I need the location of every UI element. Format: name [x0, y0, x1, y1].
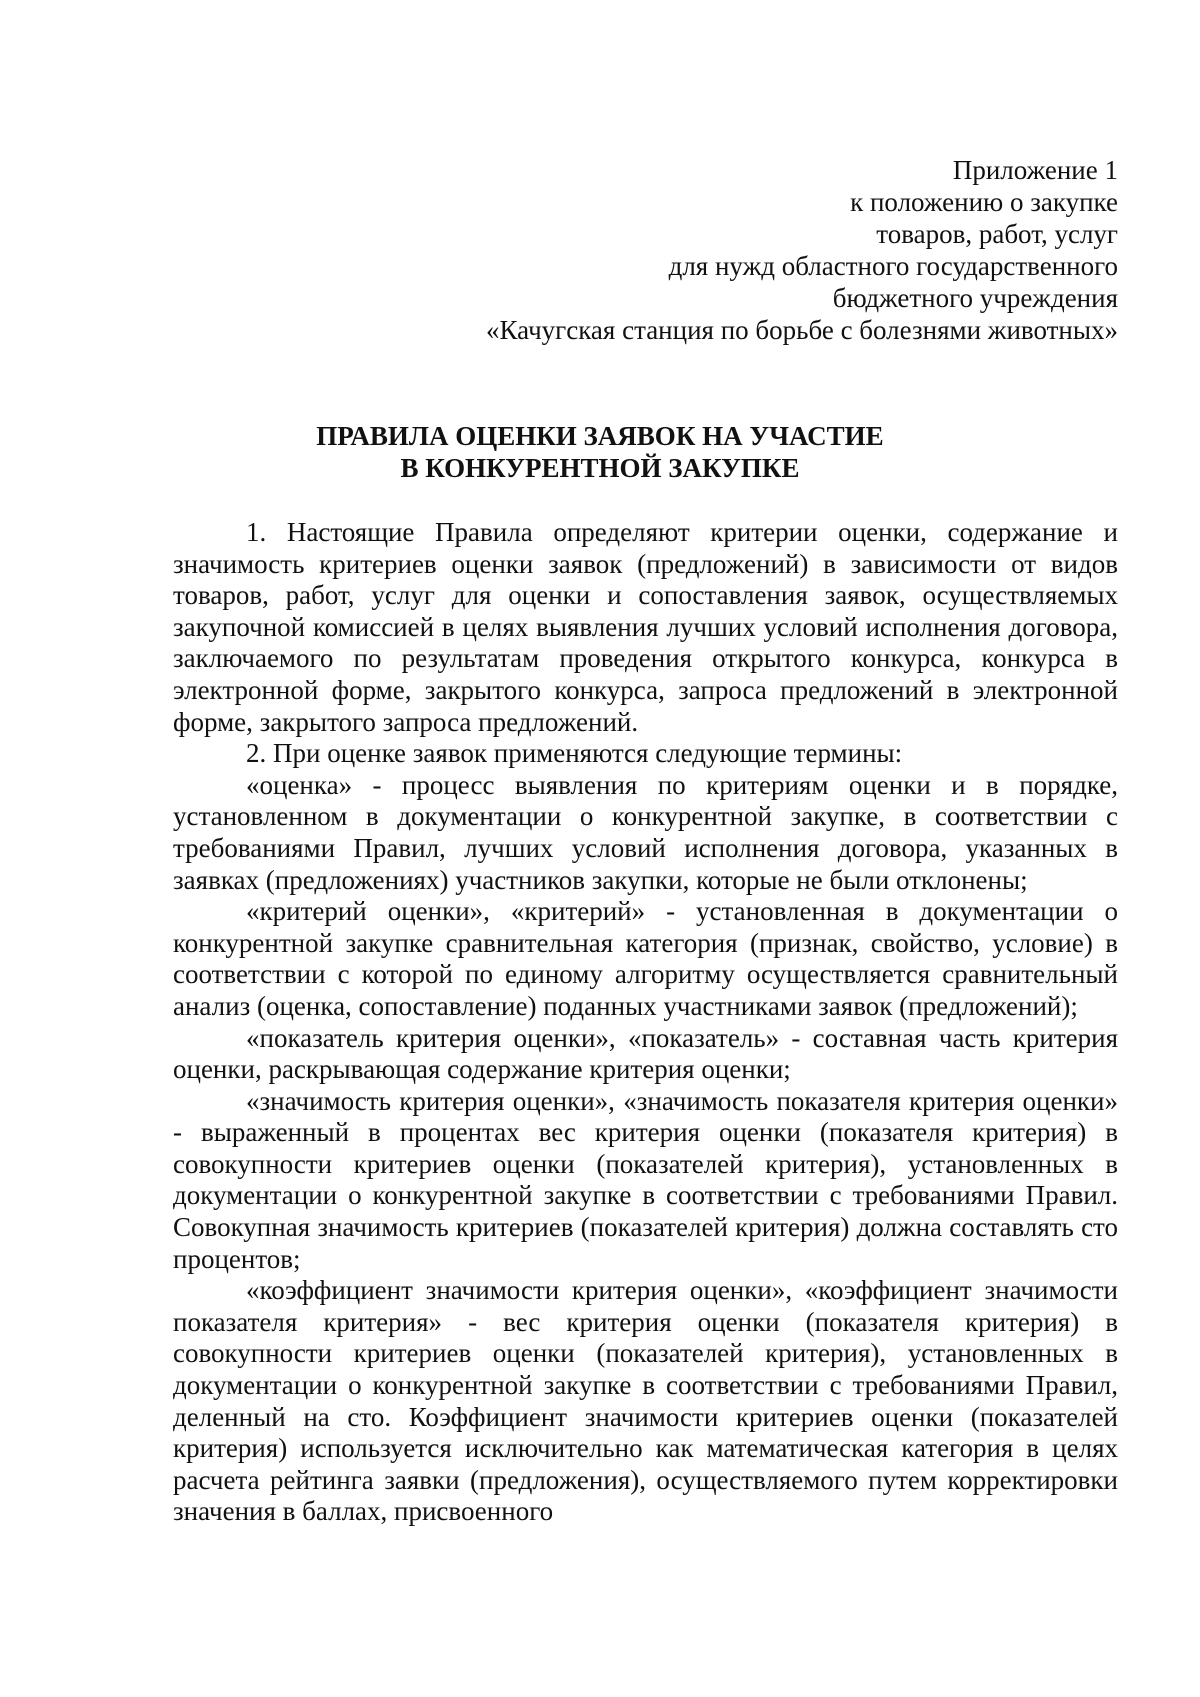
- appendix-line: товаров, работ, услуг: [876, 219, 1118, 249]
- document-title: [0, 420, 1200, 484]
- term-significance: «значимость критерия оценки», «значимость показателя критерия оценки» - выраженный в процентах вес критерия оценки (показателя критерия) в совокупности критериев оценки (показателей критерия), установленных в документации о конкурентной закупке в соответствии с требованиями Правил. Совокупная значимость критериев (показателей критерия) должна составлять сто процентов;: [173, 1085, 1118, 1274]
- term-indicator: «показатель критерия оценки», «показатель» - составная часть критерия оценки, раскрывающая содержание критерия оценки;: [173, 1022, 1118, 1085]
- appendix-line: бюджетного учреждения: [832, 283, 1118, 313]
- title-line-1: ПРАВИЛА ОЦЕНКИ ЗАЯВОК НА УЧАСТИЕ: [316, 421, 884, 451]
- title-line-2: В КОНКУРЕНТНОЙ ЗАКУПКЕ: [400, 453, 800, 483]
- term-criterion: «критерий оценки», «критерий» - установленная в документации о конкурентной закупке сравнительная категория (признак, свойство, условие) в соответствии с которой по единому алгоритму осуществляется сравнительный анализ (оценка, сопоставление) поданных участниками заявок (предложений);: [173, 896, 1118, 1021]
- appendix-line: к положению о закупке: [850, 187, 1118, 217]
- term-evaluation: «оценка» - процесс выявления по критериям оценки и в порядке, установленном в документации о конкурентной закупке, в соответствии с требованиями Правил, лучших условий исполнения договора, указанных в заявках (предложениях) участников закупки, которые не были отклонены;: [173, 769, 1118, 895]
- document-body: [173, 517, 1118, 1528]
- paragraph-1: 1. Настоящие Правила определяют критерии оценки, содержание и значимость критериев оценки заявок (предложений) в зависимости от видов товаров, работ, услуг для оценки и сопоставления заявок, осуществляемых закупочной комиссией в целях выявления лучших условий исполнения договора, заключаемого по результатам проведения открытого конкурса, конкурса в электронной форме, закрытого конкурса, запроса предложений в электронной форме, закрытого запроса предложений.: [173, 517, 1118, 737]
- appendix-line: Приложение 1: [952, 155, 1118, 185]
- appendix-line: для нужд областного государственного: [668, 251, 1118, 281]
- term-coefficient: «коэффициент значимости критерия оценки», «коэффициент значимости показателя критерия» - вес критерия оценки (показателя критерия) в совокупности критериев оценки (показателей критерия), установленных в документации о конкурентной закупке в соответствии с требованиями Правил, деленный на сто. Коэффициент значимости критериев оценки (показателей критерия) используется исключительно как математическая категория в целях расчета рейтинга заявки (предложения), осуществляемого путем корректировки значения в баллах, присвоенного: [173, 1275, 1118, 1527]
- appendix-line: «Качугская станция по борьбе с болезнями животных»: [486, 315, 1118, 345]
- paragraph-2: 2. При оценке заявок применяются следующие термины:: [246, 738, 903, 769]
- appendix-header: [486, 154, 1118, 346]
